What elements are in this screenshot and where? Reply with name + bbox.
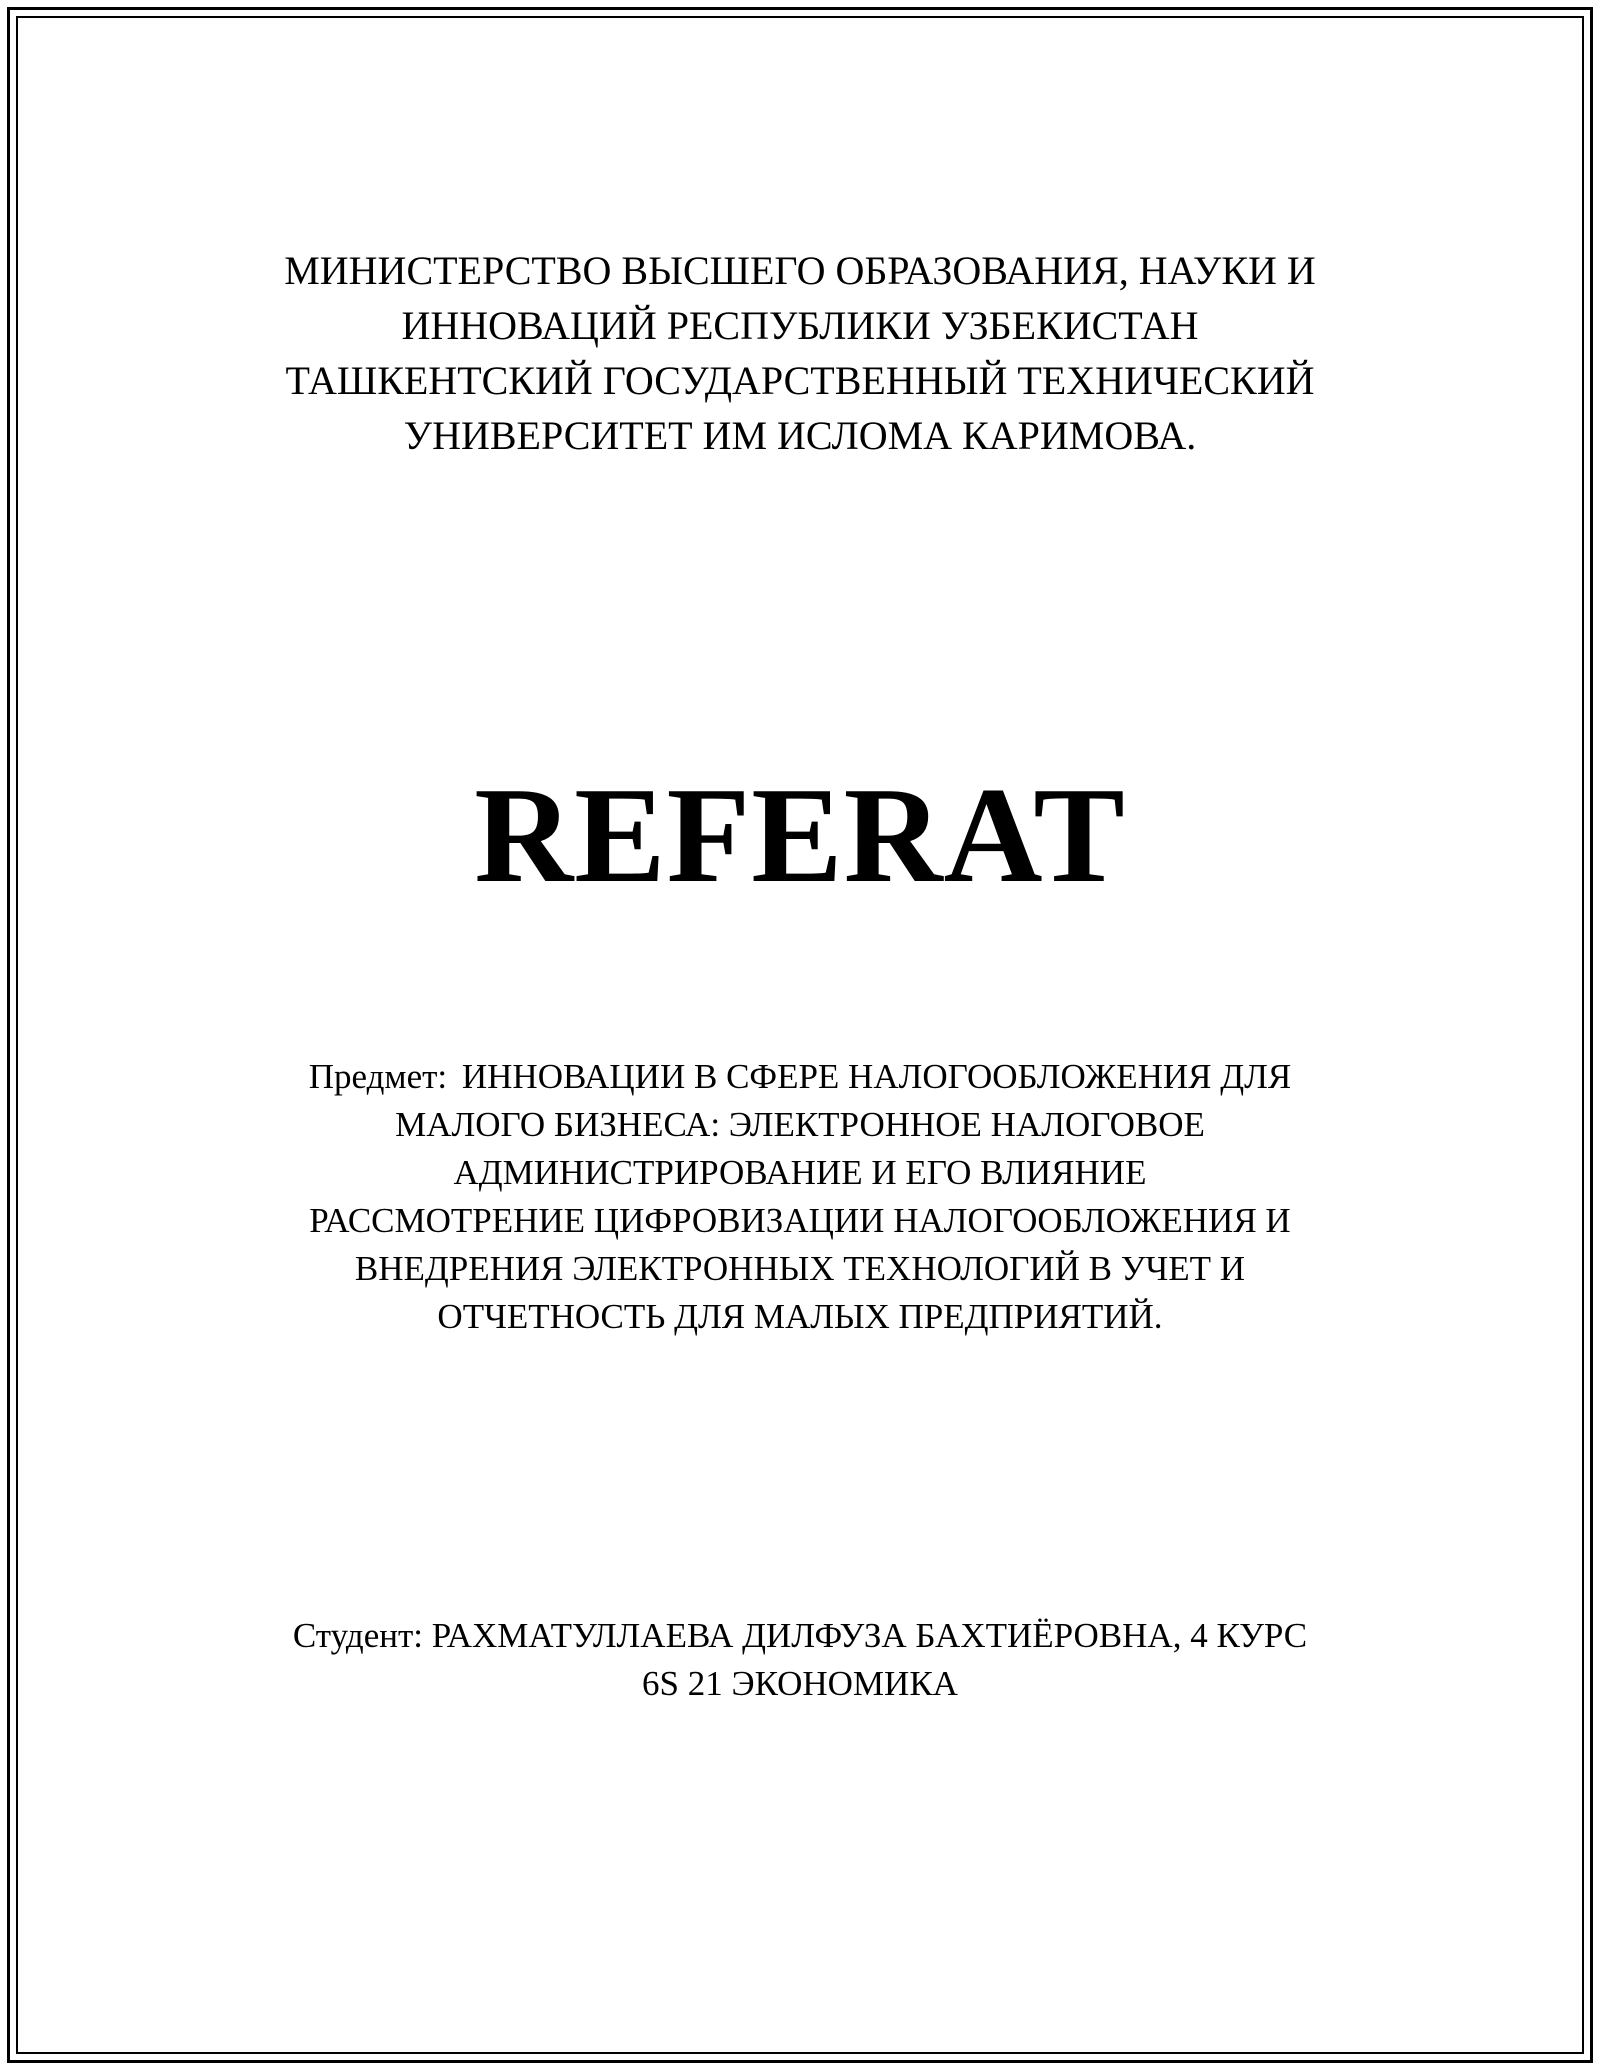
subject-text-line: РАССМОТРЕНИЕ ЦИФРОВИЗАЦИИ НАЛОГООБЛОЖЕНИЯ И (309, 1201, 1291, 1240)
subject-text-line: МАЛОГО БИЗНЕСА: ЭЛЕКТРОННОЕ НАЛОГОВОЕ (395, 1105, 1205, 1144)
institution-line: МИНИСТЕРСТВО ВЫСШЕГО ОБРАЗОВАНИЯ, НАУКИ И (284, 248, 1316, 293)
subject-text-line: ИННОВАЦИИ В СФЕРЕ НАЛОГООБЛОЖЕНИЯ ДЛЯ (461, 1057, 1292, 1096)
student-group: 6S 21 ЭКОНОМИКА (642, 1664, 958, 1703)
subject-text-line: ВНЕДРЕНИЯ ЭЛЕКТРОННЫХ ТЕХНОЛОГИЙ В УЧЕТ И (354, 1249, 1246, 1288)
student-name-line (0, 1612, 1600, 1660)
subject-label: Предмет: (308, 1057, 448, 1096)
subject-text-line: АДМИНИСТРИРОВАНИЕ И ЕГО ВЛИЯНИЕ (453, 1153, 1147, 1192)
document-title: REFERAT (474, 759, 1126, 911)
institution-header (0, 243, 1600, 463)
student-name: РАХМАТУЛЛАЕВА ДИЛФУЗА БАХТИЁРОВНА, 4 КУРС (431, 1616, 1308, 1655)
institution-line: УНИВЕРСИТЕТ ИМ ИСЛОМА КАРИМОВА. (403, 413, 1197, 458)
institution-line: ИННОВАЦИЙ РЕСПУБЛИКИ УЗБЕКИСТАН (401, 303, 1199, 348)
subject-text-line: ОТЧЕТНОСТЬ ДЛЯ МАЛЫХ ПРЕДПРИЯТИЙ. (437, 1297, 1163, 1336)
subject-section (0, 1053, 1600, 1341)
student-label: Студент: (292, 1616, 423, 1655)
student-section (0, 1612, 1600, 1708)
subject-first-line (0, 1053, 1600, 1101)
institution-line: ТАШКЕНТСКИЙ ГОСУДАРСТВЕННЫЙ ТЕХНИЧЕСКИЙ (285, 358, 1315, 403)
